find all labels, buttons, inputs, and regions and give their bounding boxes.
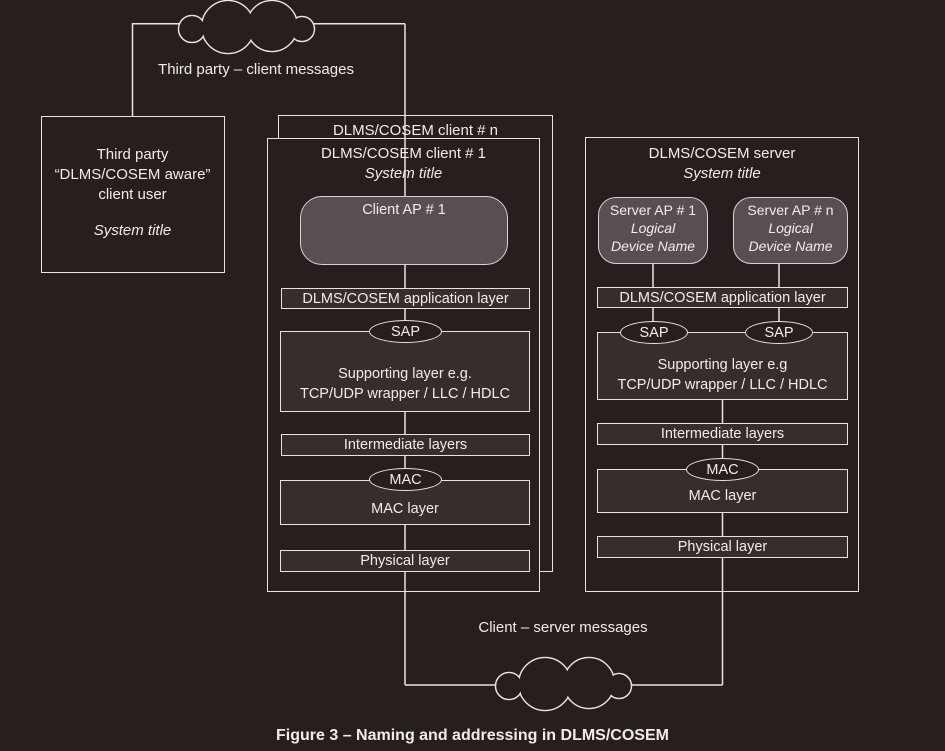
client-ap-box bbox=[300, 196, 508, 265]
server-app-layer-label: DLMS/COSEM application layer bbox=[619, 289, 826, 306]
server-mac-ellipse bbox=[686, 458, 759, 481]
third-party-box bbox=[41, 116, 225, 273]
client-supporting-layer-box bbox=[280, 331, 530, 412]
third-party-box-line3: client user bbox=[98, 186, 167, 203]
server-supporting-line1: Supporting layer e.g bbox=[657, 357, 788, 373]
client-ap-label: Client AP # 1 bbox=[362, 202, 446, 218]
third-party-client-messages-label: Third party – client messages bbox=[158, 61, 354, 78]
third-party-box-line2: “DLMS/COSEM aware” bbox=[54, 166, 211, 183]
server-mac-layer-label: MAC layer bbox=[688, 488, 757, 504]
client-physical-label: Physical layer bbox=[360, 553, 450, 569]
client-system-title: System title bbox=[364, 165, 443, 182]
server-mac-label: MAC bbox=[706, 461, 739, 478]
server-supporting-line2: TCP/UDP wrapper / LLC / HDLC bbox=[617, 377, 828, 393]
client-app-layer-label: DLMS/COSEM application layer bbox=[302, 290, 509, 307]
client-intermediate-label: Intermediate layers bbox=[343, 437, 468, 453]
server-intermediate-layers-box bbox=[597, 423, 848, 445]
client-mac-label: MAC bbox=[389, 471, 422, 488]
server-app-layer-box bbox=[597, 287, 848, 308]
server-system-title: System title bbox=[683, 165, 761, 182]
server-apn-line2: Logical bbox=[768, 220, 813, 236]
server-sap1-label: SAP bbox=[639, 324, 669, 341]
client-back-title: DLMS/COSEM client # n bbox=[332, 122, 499, 139]
server-ap1-box bbox=[598, 197, 708, 264]
client-mac-layer-label: MAC layer bbox=[371, 501, 439, 517]
client-physical-layer-box bbox=[280, 550, 530, 572]
client-supporting-line1: Supporting layer e.g. bbox=[338, 366, 472, 382]
third-party-system-title: System title bbox=[93, 222, 172, 239]
server-sap1-ellipse bbox=[620, 321, 688, 344]
server-apn-box bbox=[733, 197, 848, 264]
server-intermediate-label: Intermediate layers bbox=[660, 426, 785, 442]
figure-caption: Figure 3 – Naming and addressing in DLMS/COSEM bbox=[276, 727, 669, 744]
client-sap-label: SAP bbox=[390, 323, 420, 340]
bottom-cloud-icon bbox=[496, 658, 632, 711]
server-ap1-line2: Logical bbox=[630, 220, 676, 236]
server-title: DLMS/COSEM server bbox=[648, 145, 796, 162]
client-server-messages-label: Client – server messages bbox=[478, 619, 648, 636]
client-app-layer-box bbox=[281, 288, 530, 309]
server-apn-line3: Device Name bbox=[748, 238, 833, 254]
third-party-box-line1: Third party bbox=[96, 146, 169, 163]
top-cloud-icon bbox=[179, 1, 315, 54]
server-physical-label: Physical layer bbox=[677, 539, 768, 555]
client-title: DLMS/COSEM client # 1 bbox=[320, 145, 487, 162]
server-ap1-line3: Device Name bbox=[610, 238, 696, 254]
server-physical-layer-box bbox=[597, 536, 848, 558]
client-sap-ellipse bbox=[369, 320, 442, 343]
client-supporting-line2: TCP/UDP wrapper / LLC / HDLC bbox=[299, 386, 511, 402]
client-mac-ellipse bbox=[369, 468, 442, 491]
server-ap1-line1: Server AP # 1 bbox=[609, 202, 697, 218]
server-sap2-label: SAP bbox=[764, 324, 794, 341]
server-sap2-ellipse bbox=[745, 321, 813, 344]
server-apn-line1: Server AP # n bbox=[747, 202, 834, 218]
client-intermediate-layers-box bbox=[281, 434, 530, 456]
server-supporting-layer-box bbox=[597, 332, 848, 400]
